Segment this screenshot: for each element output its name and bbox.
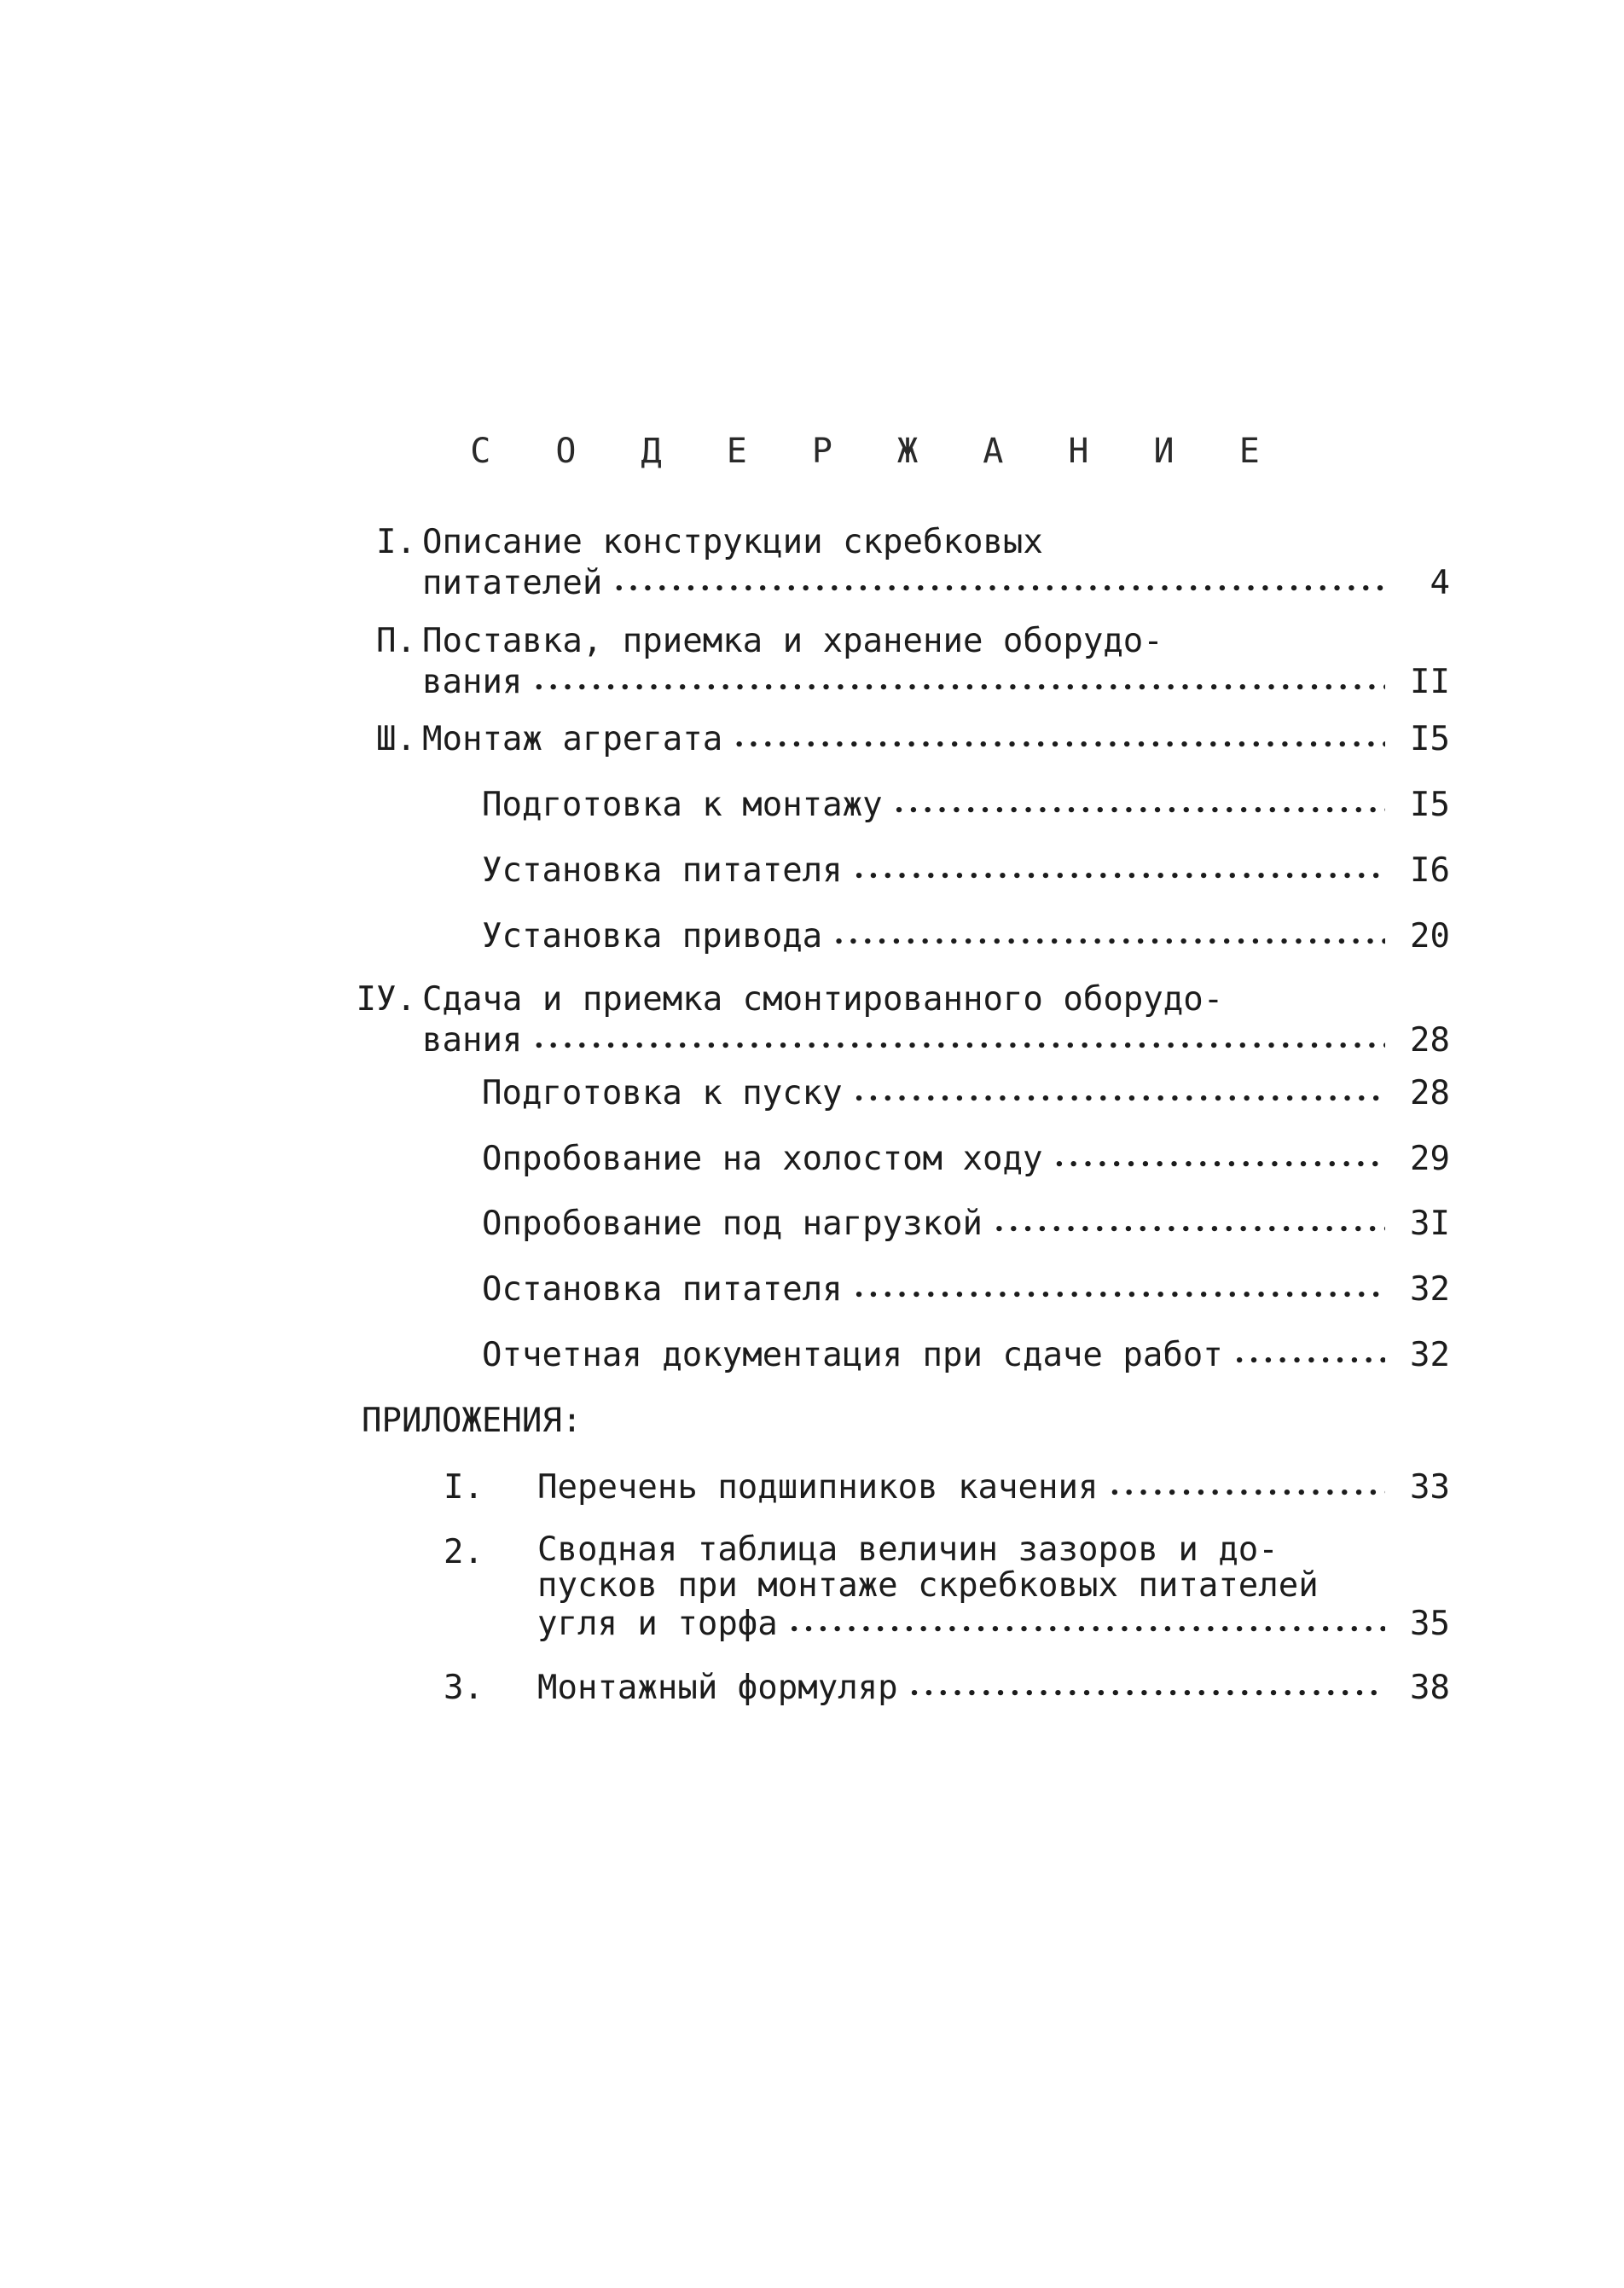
entry-number: I. xyxy=(444,1468,484,1507)
entry-title-end: Отчетная документация при сдаче работ xyxy=(482,1336,1223,1374)
entry-body xyxy=(482,1073,1450,1114)
entry-body xyxy=(537,1668,1450,1709)
dot-leader xyxy=(790,1604,1385,1651)
entry-last-line xyxy=(537,1668,1450,1709)
entry-title-end: Подготовка к монтажу xyxy=(482,786,883,824)
entry-number: 3. xyxy=(444,1669,484,1707)
entry-page-number: 3I xyxy=(1410,1205,1450,1243)
entry-last-line xyxy=(422,563,1450,604)
entry-page-number: 32 xyxy=(1410,1336,1450,1374)
dot-leader xyxy=(734,719,1385,766)
entry-title-end: Остановка питателя xyxy=(482,1270,843,1309)
toc-title: С О Д Е Р Ж А Н И Е xyxy=(470,432,1282,471)
entry-last-line xyxy=(482,916,1450,957)
entry-body xyxy=(422,621,1450,703)
entry-body xyxy=(482,916,1450,957)
entry-last-line xyxy=(482,1204,1450,1245)
entry-page-number: 35 xyxy=(1410,1605,1450,1643)
entry-title-end: Перечень подшипников качения xyxy=(537,1468,1099,1507)
entry-number: IУ. xyxy=(356,980,416,1019)
dot-leader xyxy=(1235,1335,1385,1382)
entry-page-number: II xyxy=(1410,663,1450,701)
dot-leader xyxy=(1110,1467,1385,1514)
entry-title-end: Монтажный формуляр xyxy=(537,1669,898,1707)
entry-page-number: 38 xyxy=(1410,1669,1450,1707)
entry-body xyxy=(482,1204,1450,1245)
entry-page-number: 29 xyxy=(1410,1140,1450,1178)
entry-last-line xyxy=(537,1467,1450,1508)
entry-last-line xyxy=(422,1020,1450,1061)
entry-body xyxy=(482,1335,1450,1376)
dot-leader xyxy=(855,1269,1385,1316)
entry-title-line: Сводная таблица величин зазоров и до- xyxy=(537,1530,1279,1569)
entry-last-line xyxy=(422,662,1450,703)
entry-last-line xyxy=(482,1335,1450,1376)
entry-title-line: Поставка, приемка и хранение оборудо- xyxy=(422,622,1163,660)
entry-number: 2. xyxy=(444,1533,484,1571)
entry-body xyxy=(537,1467,1450,1508)
dot-leader xyxy=(855,851,1385,897)
entry-body xyxy=(482,851,1450,891)
dot-leader xyxy=(834,916,1385,963)
entry-title-end: угля и торфа xyxy=(537,1605,778,1643)
entry-page-number: I5 xyxy=(1410,786,1450,824)
entry-body xyxy=(482,785,1450,826)
entry-title-end: Подготовка к пуску xyxy=(482,1074,843,1112)
entry-title-end: вания xyxy=(422,663,523,701)
entry-last-line xyxy=(482,785,1450,826)
dot-leader xyxy=(895,785,1385,832)
entry-body xyxy=(537,1532,1450,1645)
entry-title-end: Установка питателя xyxy=(482,851,843,890)
dot-leader xyxy=(1054,1139,1385,1186)
entry-last-line xyxy=(482,1269,1450,1310)
entry-title-end: питателей xyxy=(422,564,603,602)
entry-page-number: 28 xyxy=(1410,1021,1450,1060)
entry-page-number: 28 xyxy=(1410,1074,1450,1112)
entry-body xyxy=(482,1269,1450,1310)
entry-title-line: Описание конструкции скребковых xyxy=(422,523,1043,561)
entry-body xyxy=(422,719,1450,760)
entry-last-line xyxy=(482,851,1450,891)
entry-title-line: пусков при монтаже скребковых питателей xyxy=(537,1566,1319,1605)
entry-title-end: Опробование на холостом ходу xyxy=(482,1140,1043,1178)
entry-title-end: вания xyxy=(422,1021,523,1060)
entry-page-number: I6 xyxy=(1410,851,1450,890)
dot-leader xyxy=(995,1204,1385,1251)
entry-title-end: Установка привода xyxy=(482,917,823,955)
entry-page-number: 20 xyxy=(1410,917,1450,955)
entry-page-number: 4 xyxy=(1430,564,1450,602)
dot-leader xyxy=(614,563,1385,610)
entry-last-line xyxy=(422,719,1450,760)
dot-leader xyxy=(534,1020,1385,1067)
dot-leader xyxy=(910,1668,1385,1715)
entry-body xyxy=(422,522,1450,604)
entry-number: П. xyxy=(376,622,416,660)
entry-last-line xyxy=(537,1604,1450,1645)
entry-last-line xyxy=(482,1139,1450,1180)
dot-leader xyxy=(855,1073,1385,1120)
entry-title-end: Опробование под нагрузкой xyxy=(482,1205,983,1243)
entry-body xyxy=(422,979,1450,1061)
entry-number: I. xyxy=(376,523,416,561)
entry-last-line xyxy=(482,1073,1450,1114)
entry-number: Ш. xyxy=(376,720,416,758)
appendix-heading: ПРИЛОЖЕНИЯ: xyxy=(362,1402,583,1440)
dot-leader xyxy=(534,662,1385,709)
entry-body xyxy=(482,1139,1450,1180)
entry-page-number: I5 xyxy=(1410,720,1450,758)
entry-title-line: Сдача и приемка смонтированного оборудо- xyxy=(422,980,1224,1019)
entry-page-number: 32 xyxy=(1410,1270,1450,1309)
entry-title-end: Монтаж агрегата xyxy=(422,720,723,758)
entry-page-number: 33 xyxy=(1410,1468,1450,1507)
